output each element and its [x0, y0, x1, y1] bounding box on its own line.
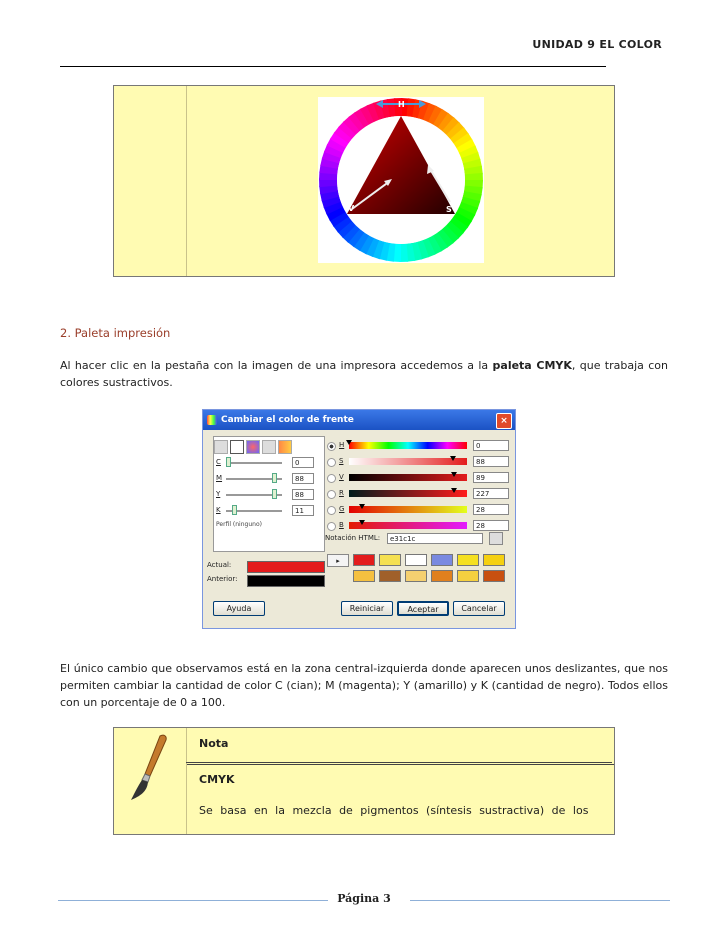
note-subtitle: CMYK [199, 773, 235, 786]
channel-row-h [327, 440, 513, 453]
note-box [113, 727, 615, 835]
channel-radio[interactable] [327, 490, 336, 499]
cmyk-row-k [216, 505, 324, 517]
channel-slider[interactable] [349, 522, 467, 529]
channel-slider[interactable] [349, 442, 467, 449]
selector-tabs [214, 439, 294, 453]
history-swatch[interactable] [457, 554, 479, 566]
channel-marker [450, 456, 456, 461]
color-wheel-image [318, 97, 484, 263]
cmyk-label: C [216, 458, 221, 466]
accept-button[interactable]: Aceptar [397, 601, 449, 616]
intro-bold-term: paleta CMYK [492, 359, 572, 372]
current-color-row [207, 561, 231, 569]
history-swatch[interactable] [379, 570, 401, 582]
body-paragraph: El único cambio que observamos está en la zona central-izquierda donde aparecen unos deslizantes, que nos permiten cambiar la cantidad de color C (cian); M (magenta); Y (amarillo) y K (cantidad de negro). Todos ellos con un porcentaje de 0 a 100. [60, 662, 668, 709]
channel-radio[interactable] [327, 474, 336, 483]
section-title: 2. Paleta impresión [60, 326, 171, 340]
cmyk-value-input[interactable]: 11 [292, 505, 314, 516]
channel-radio[interactable] [327, 442, 336, 451]
cmyk-slider-handle[interactable] [272, 473, 277, 483]
profile-label: Perfil (ninguno) [216, 521, 262, 528]
color-dialog [202, 409, 516, 629]
s-label: S [446, 205, 452, 214]
html-notation-input[interactable]: e31c1c [387, 533, 483, 544]
intro-paragraph [60, 357, 668, 391]
channel-value-input[interactable]: 0 [473, 440, 509, 451]
history-swatch[interactable] [483, 570, 505, 582]
h-label: H [398, 100, 405, 109]
previous-label: Anterior: [207, 575, 238, 583]
watercolor-tab-icon[interactable] [246, 440, 260, 454]
channel-value-input[interactable]: 227 [473, 488, 509, 499]
note-title: Nota [199, 737, 229, 750]
channel-marker [359, 520, 365, 525]
channel-label: G [339, 505, 345, 513]
history-swatch[interactable] [431, 554, 453, 566]
history-swatch[interactable] [353, 570, 375, 582]
channel-label: S [339, 457, 344, 465]
current-color-swatch [247, 561, 325, 573]
cmyk-row-c [216, 457, 324, 469]
channel-radio[interactable] [327, 522, 336, 531]
eyedropper-icon[interactable] [489, 532, 503, 545]
header-rule [60, 66, 606, 67]
html-notation-row [325, 534, 416, 543]
note-divider [187, 764, 614, 765]
cmyk-label: M [216, 474, 223, 482]
channel-marker [451, 472, 457, 477]
previous-color-row [207, 575, 238, 583]
html-notation-label: Notación HTML: [325, 534, 381, 542]
channel-marker [359, 504, 365, 509]
channel-value-input[interactable]: 28 [473, 504, 509, 515]
help-button[interactable]: Ayuda [213, 601, 265, 616]
intro-text-after: , que trabaja con colores sustractivos. [60, 359, 668, 389]
channel-value-input[interactable]: 28 [473, 520, 509, 531]
printer-tab-icon[interactable] [230, 440, 244, 454]
intro-text-before: Al hacer clic en la pestaña con la imagen de una impresora accedemos a la [60, 359, 493, 372]
channel-value-input[interactable]: 88 [473, 456, 509, 467]
channel-value-input[interactable]: 89 [473, 472, 509, 483]
cmyk-slider-track[interactable] [226, 462, 282, 464]
channel-radio[interactable] [327, 506, 336, 515]
channel-marker [346, 440, 352, 445]
channel-row-v [327, 472, 513, 485]
cmyk-slider-handle[interactable] [226, 457, 231, 467]
close-icon[interactable]: × [496, 413, 512, 429]
dialog-title: Cambiar el color de frente [221, 415, 354, 425]
cmyk-slider-handle[interactable] [272, 489, 277, 499]
channel-row-s [327, 456, 513, 469]
page-header: UNIDAD 9 EL COLOR [532, 38, 662, 51]
figure-box-left-column [114, 86, 187, 276]
history-swatch[interactable] [405, 554, 427, 566]
cmyk-panel [213, 436, 325, 552]
channel-row-b [327, 520, 513, 533]
page-number: Página 3 [337, 892, 391, 905]
previous-color-swatch [247, 575, 325, 587]
dialog-titlebar [203, 410, 515, 430]
cmyk-label: K [216, 506, 221, 514]
note-box-left-column [114, 728, 187, 834]
brush-tab-icon[interactable] [262, 440, 276, 454]
add-to-history-button[interactable]: ▸ [327, 554, 349, 567]
cmyk-row-y [216, 489, 324, 501]
cmyk-value-input[interactable]: 88 [292, 489, 314, 500]
channel-slider[interactable] [349, 506, 467, 513]
history-swatch[interactable] [405, 570, 427, 582]
cmyk-value-input[interactable]: 88 [292, 473, 314, 484]
note-text: Se basa en la mezcla de pigmentos (síntesis sustractiva) de los [199, 804, 589, 817]
history-swatch[interactable] [483, 554, 505, 566]
note-divider-2 [186, 762, 612, 763]
channel-slider[interactable] [349, 474, 467, 481]
channel-slider[interactable] [349, 490, 467, 497]
history-swatch[interactable] [457, 570, 479, 582]
channel-marker [451, 488, 457, 493]
cmyk-slider-handle[interactable] [232, 505, 237, 515]
cmyk-row-m [216, 473, 324, 485]
dialog-app-icon [207, 415, 217, 425]
palette-tab-icon[interactable] [278, 440, 292, 454]
history-swatch[interactable] [431, 570, 453, 582]
channel-label: H [339, 441, 345, 449]
history-swatch[interactable] [379, 554, 401, 566]
triangle-tab-icon[interactable] [214, 440, 228, 454]
cmyk-value-input[interactable]: 0 [292, 457, 314, 468]
history-swatch[interactable] [353, 554, 375, 566]
cancel-button[interactable]: Cancelar [453, 601, 505, 616]
channel-label: R [339, 489, 344, 497]
paintbrush-icon [114, 732, 186, 812]
current-label: Actual: [207, 561, 232, 569]
channel-radio[interactable] [327, 458, 336, 467]
channel-label: V [339, 473, 344, 481]
v-label: V [348, 204, 355, 213]
channel-label: B [339, 521, 344, 529]
channel-row-g [327, 504, 513, 517]
reset-button[interactable]: Reiniciar [341, 601, 393, 616]
cmyk-label: Y [216, 490, 221, 498]
channel-row-r [327, 488, 513, 501]
